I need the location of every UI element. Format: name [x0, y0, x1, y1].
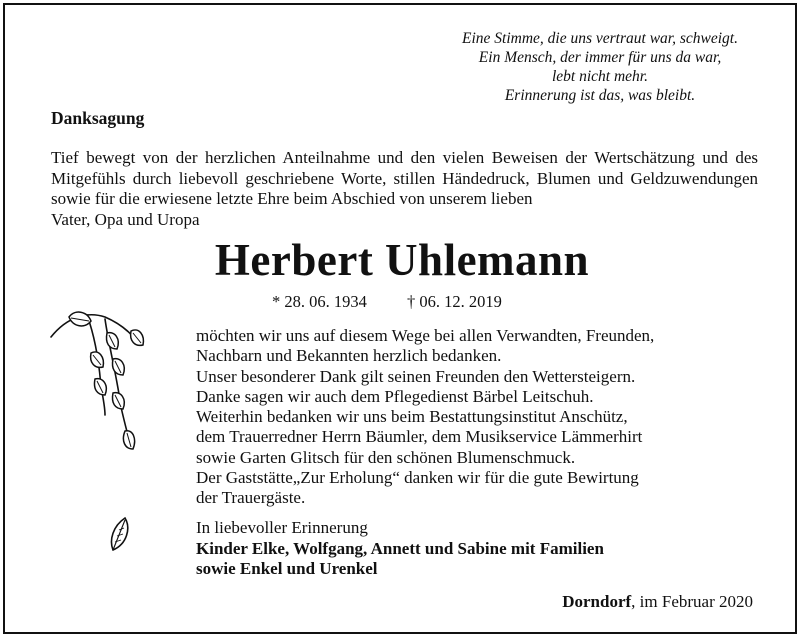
obituary-notice [3, 3, 797, 634]
intro-text: Tief bewegt von der herzlichen Anteilnahme und den vielen Beweisen der Wertschätzung und des Mitgefühls durch liebevoll geschriebene Worte, stillen Händedruck, Blumen und Geldzuwendungen sowie für die erwiesene letzte Ehre beim Abschied von unserem lieben [51, 148, 758, 208]
family-line: Kinder Elke, Wolfgang, Annett und Sabine mit Familien [196, 538, 604, 558]
place-and-date [562, 592, 753, 612]
signoff [196, 518, 604, 580]
body-line: Nachbarn und Bekannten herzlich bedanken. [196, 346, 502, 366]
body-line: Unser besonderer Dank gilt seinen Freunden den Wettersteigern. [196, 366, 636, 386]
body-line: Der Gaststätte„Zur Erholung“ danken wir für die gute Bewirtung [196, 468, 639, 488]
birth-date: * 28. 06. 1934 [272, 292, 367, 311]
heading: Danksagung [51, 108, 145, 128]
leaf-icon [107, 514, 133, 554]
poem [435, 29, 765, 105]
poem-line: Erinnerung ist das, was bleibt. [504, 87, 696, 104]
date-text: , im Februar 2020 [631, 592, 753, 611]
signoff-intro: In liebevoller Erinnerung [196, 518, 368, 537]
body-line: der Trauergäste. [196, 488, 306, 508]
body-line: Weiterhin bedanken wir uns beim Bestattungsinstitut Anschütz, [196, 407, 628, 427]
intro-paragraph [51, 148, 758, 230]
poem-line: Ein Mensch, der immer für uns da war, [478, 49, 722, 66]
body-line: Danke sagen wir auch dem Pflegedienst Bärbel Leitschuh. [196, 386, 594, 406]
poem-line: Eine Stimme, die uns vertraut war, schweigt. [462, 30, 738, 47]
deceased-name: Herbert Uhlemann [214, 235, 590, 285]
intro-last-line: Vater, Opa und Uropa [51, 209, 200, 229]
body-line: möchten wir uns auf diesem Wege bei allen Verwandten, Freunden, [196, 326, 655, 345]
poem-line: lebt nicht mehr. [552, 68, 648, 85]
body-text [196, 326, 654, 509]
birch-branch-icon [47, 297, 157, 467]
body-line: dem Trauerredner Herrn Bäumler, dem Musikservice Lämmerhirt [196, 427, 643, 447]
body-line: sowie Garten Glitsch für den schönen Blumenschmuck. [196, 447, 576, 467]
town: Dorndorf [562, 592, 632, 611]
death-date: † 06. 12. 2019 [407, 292, 502, 311]
family-line: sowie Enkel und Urenkel [196, 559, 378, 578]
life-dates [272, 292, 502, 312]
